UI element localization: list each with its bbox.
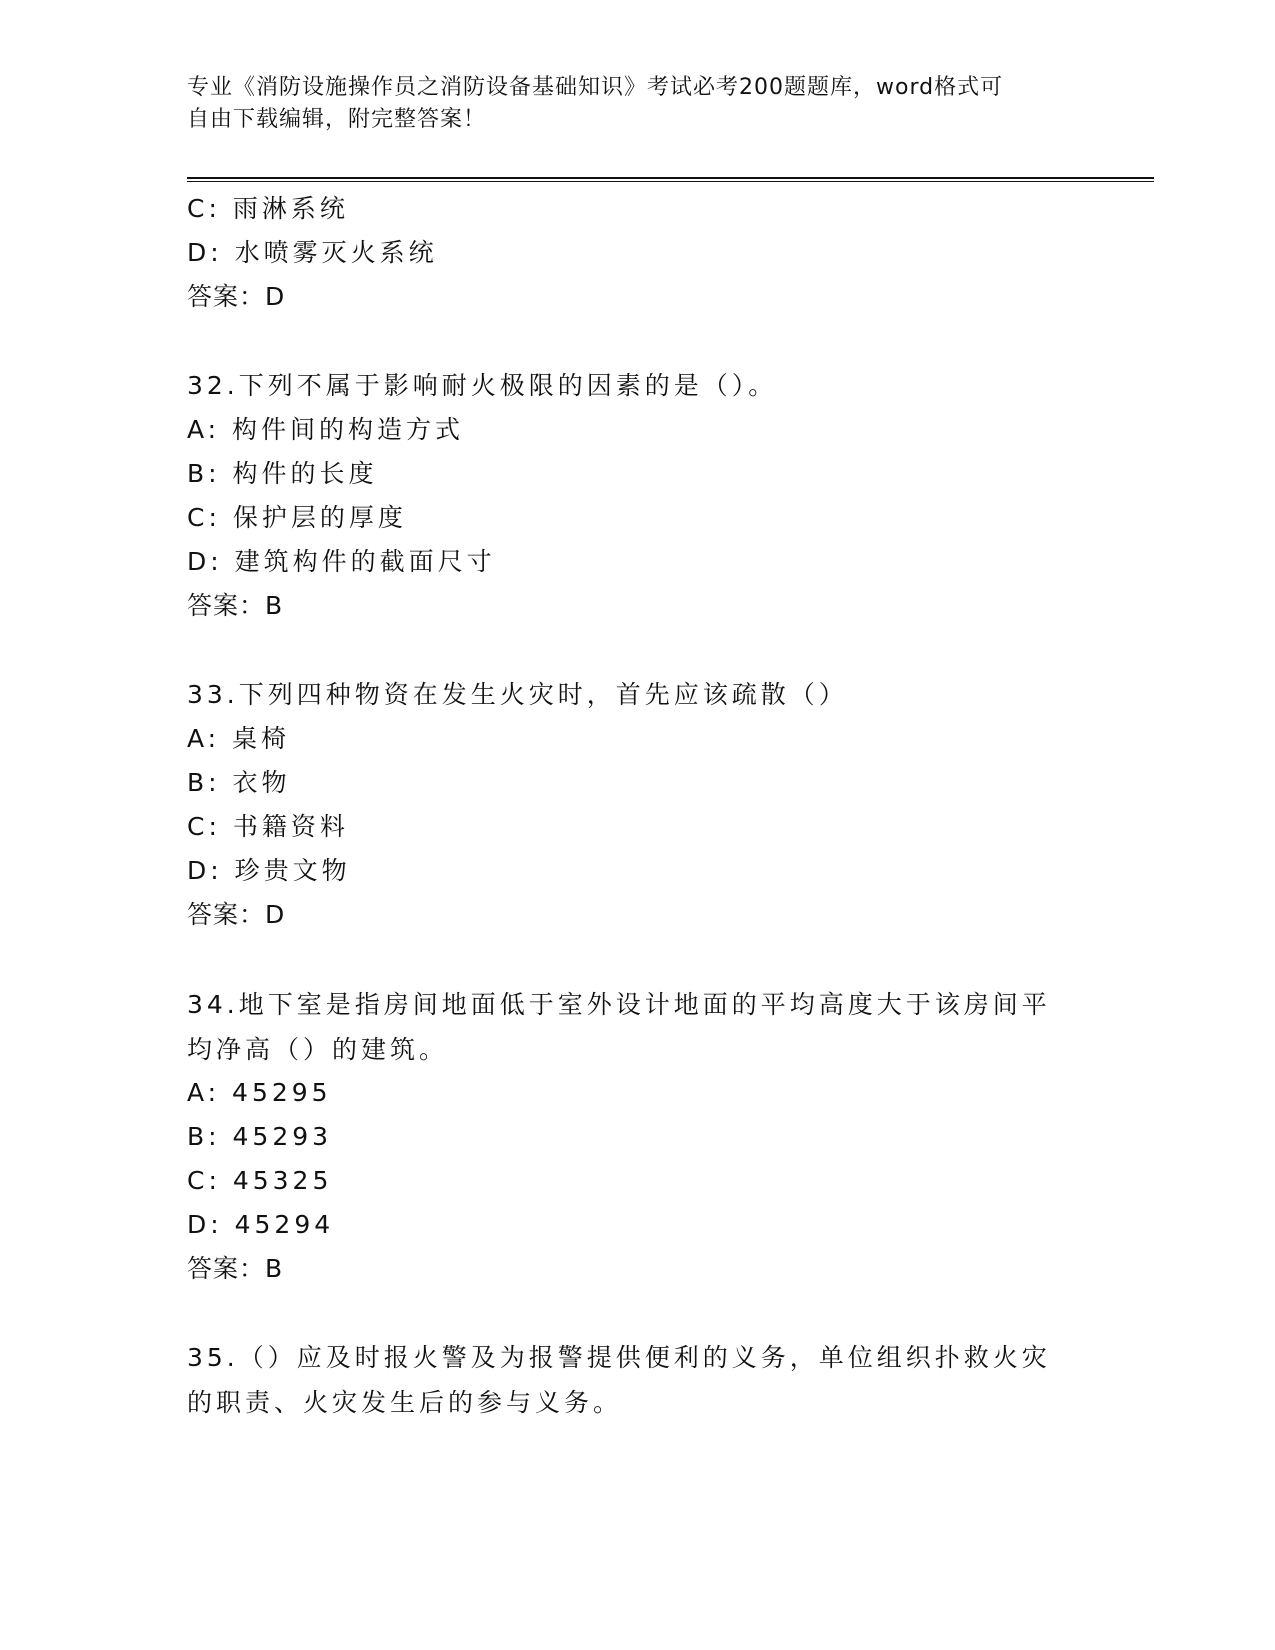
q34-option-a: A: 45295 (187, 1078, 332, 1107)
header-divider (187, 177, 1154, 182)
header-title-line-1: 专业《消防设施操作员之消防设备基础知识》考试必考200题题库，word格式可 (187, 75, 1004, 100)
q34-answer: 答案：B (187, 1254, 284, 1283)
q33-option-c: C: 书籍资料 (187, 812, 349, 841)
q31-option-c: C: 雨淋系统 (187, 194, 349, 223)
q34-option-d: D: 45294 (187, 1210, 335, 1239)
q32-answer: 答案：B (187, 591, 284, 620)
header-title-line-2: 自由下载编辑，附完整答案！ (187, 107, 487, 132)
q32-option-b: B: 构件的长度 (187, 459, 378, 488)
q32-option-c: C: 保护层的厚度 (187, 503, 407, 532)
q32-question: 32.下列不属于影响耐火极限的因素的是（）。 (187, 371, 778, 400)
q33-question: 33.下列四种物资在发生火灾时，首先应该疏散（） (187, 680, 848, 709)
q33-option-b: B: 衣物 (187, 768, 291, 797)
q31-option-d: D: 水喷雾灭火系统 (187, 238, 438, 267)
q32-option-a: A: 构件间的构造方式 (187, 415, 465, 444)
q35-question: 35.（）应及时报火警及为报警提供便利的义务，单位组织扑救火灾的职责、火灾发生后的参与义务。 (187, 1343, 1051, 1417)
q34-option-c: C: 45325 (187, 1166, 333, 1195)
document-header (187, 72, 1067, 136)
q34-question: 34.地下室是指房间地面低于室外设计地面的平均高度大于该房间平均净高（）的建筑。 (187, 990, 1051, 1064)
q33-option-a: A: 桌椅 (187, 724, 291, 753)
q31-answer: 答案：D (187, 282, 286, 311)
q32-option-d: D: 建筑构件的截面尺寸 (187, 547, 496, 576)
q33-answer: 答案：D (187, 900, 286, 929)
q33-option-d: D: 珍贵文物 (187, 856, 351, 885)
q34-option-b: B: 45293 (187, 1122, 333, 1151)
